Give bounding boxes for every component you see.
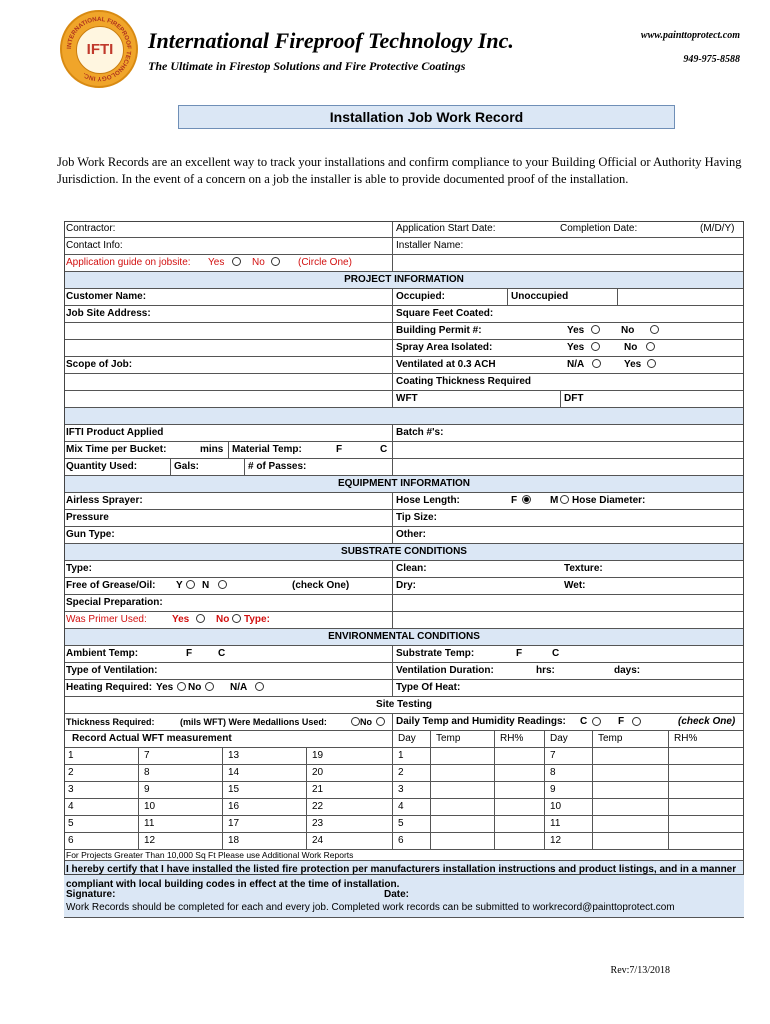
primer-no-radio[interactable] [232, 614, 241, 623]
row-product [64, 425, 744, 442]
row-footnote [64, 850, 744, 861]
day-cell-right: 9 [550, 784, 556, 795]
heating-na-label: N/A [230, 682, 248, 693]
spray-no-radio[interactable] [646, 342, 655, 351]
dry-label: Dry: [396, 580, 417, 591]
gals-label: Gals: [174, 461, 200, 472]
wft-cell[interactable]: 13 [228, 750, 240, 761]
row-special-prep [64, 595, 744, 612]
wft-cell[interactable]: 2 [68, 767, 74, 778]
heating-yes-radio[interactable] [177, 682, 186, 691]
circle-one-label: (Circle One) [298, 257, 352, 268]
gun-label: Gun Type: [66, 529, 115, 540]
rh-header-right: RH% [674, 733, 698, 744]
table-row [64, 799, 744, 816]
daily-readings-label: Daily Temp and Humidity Readings: [396, 716, 566, 727]
site-testing-heading: Site Testing [376, 699, 432, 710]
day-header-right: Day [550, 733, 568, 744]
row-sprayer [64, 493, 744, 510]
customer-label: Customer Name: [66, 291, 147, 302]
hose-length-label: Hose Length: [396, 495, 460, 506]
row-wft-dft [64, 391, 744, 408]
product-label: IFTI Product Applied [66, 427, 164, 438]
tip-size-label: Tip Size: [396, 512, 437, 523]
coating-req-label: Coating Thickness Required [396, 376, 532, 387]
day-cell-right: 12 [550, 835, 562, 846]
dft-label: DFT [564, 393, 584, 404]
wft-cell[interactable]: 6 [68, 835, 74, 846]
equipment-heading: EQUIPMENT INFORMATION [337, 478, 471, 489]
heating-no-radio[interactable] [205, 682, 214, 691]
table-row [64, 748, 744, 765]
heat-type-label: Type Of Heat: [396, 682, 461, 693]
material-temp-label: Material Temp: [232, 444, 302, 455]
company-url[interactable]: www.painttoprotect.com [640, 30, 740, 41]
day-cell-right: 8 [550, 767, 556, 778]
permit-label: Building Permit #: [396, 325, 482, 336]
row-contractor [64, 221, 744, 238]
environment-heading: ENVIRONMENTAL CONDITIONS [328, 631, 480, 642]
daily-f-radio[interactable] [632, 717, 641, 726]
primer-yes-radio[interactable] [196, 614, 205, 623]
grease-n-radio[interactable] [218, 580, 227, 589]
vent-type-label: Type of Ventilation: [66, 665, 158, 676]
row-mix [64, 442, 744, 459]
table-row [64, 816, 744, 833]
heating-yes-label: Yes [156, 682, 174, 693]
other-label: Other: [396, 529, 426, 540]
spray-iso-label: Spray Area Isolated: [396, 342, 493, 353]
section-equipment [64, 476, 744, 493]
ventilated-label: Ventilated at 0.3 ACH [396, 359, 496, 370]
hrs-label: hrs: [536, 665, 555, 676]
row-primer [64, 612, 744, 629]
medallion-yes-radio[interactable] [351, 717, 360, 726]
app-guide-no-radio[interactable] [271, 257, 280, 266]
row-contact [64, 238, 744, 255]
grease-y-label: Y [176, 580, 183, 591]
day-cell-right: 11 [550, 818, 561, 829]
heating-na-radio[interactable] [255, 682, 264, 691]
record-wft-label: Record Actual WFT measurement [72, 733, 232, 744]
logo-ring-text: INTERNATIONAL FIREPROOF TECHNOLOGY INC. [65, 15, 133, 83]
substrate-temp-label: Substrate Temp: [396, 648, 475, 659]
wft-cell[interactable]: 24 [312, 835, 324, 846]
daily-c-label: C [580, 716, 588, 727]
wft-cell[interactable]: 8 [144, 767, 150, 778]
wft-cell[interactable]: 12 [144, 835, 156, 846]
spray-yes-label: Yes [567, 342, 585, 353]
sqft-label: Square Feet Coated: [396, 308, 494, 319]
rh-header-left: RH% [500, 733, 524, 744]
signature-label: Signature: [66, 889, 116, 900]
row-customer [64, 289, 744, 306]
company-logo [60, 10, 138, 88]
wft-cell[interactable]: 9 [144, 784, 150, 795]
wft-cell[interactable]: 20 [312, 767, 324, 778]
grease-y-radio[interactable] [186, 580, 195, 589]
row-spray-iso [64, 340, 744, 357]
wft-cell[interactable]: 23 [312, 818, 324, 829]
ambient-f: F [186, 648, 193, 659]
date-label: Date: [384, 889, 410, 900]
wft-cell[interactable]: 22 [312, 801, 324, 812]
substrate-heading: SUBSTRATE CONDITIONS [341, 546, 467, 557]
ambient-label: Ambient Temp: [66, 648, 139, 659]
scope-label: Scope of Job: [66, 359, 133, 370]
wft-table-body [64, 748, 744, 850]
day-cell-right: 10 [550, 801, 562, 812]
type-label: Type: [66, 563, 92, 574]
footnote-text: For Projects Greater Than 10,000 Sq Ft Please use Additional Work Reports [66, 850, 354, 860]
wft-cell[interactable]: 7 [144, 750, 150, 761]
sub-temp-f: F [516, 648, 523, 659]
wft-cell[interactable]: 10 [144, 801, 156, 812]
app-guide-yes-radio[interactable] [232, 257, 241, 266]
section-project-info [64, 272, 744, 289]
wft-cell[interactable]: 5 [68, 818, 74, 829]
completion-label: Completion Date: [560, 223, 638, 234]
medallion-no-label: No [360, 717, 372, 727]
submit-text: Work Records should be completed for each and every job. Completed work records can be submitted to workrecord@painttoprotect.com [66, 902, 675, 913]
row-qty [64, 459, 744, 476]
contractor-label: Contractor: [66, 223, 116, 234]
grease-check-one: (check One) [292, 580, 350, 591]
medallion-no-radio[interactable] [376, 717, 385, 726]
wft-cell[interactable]: 21 [312, 784, 324, 795]
daily-check-one: (check One) [678, 716, 736, 727]
primer-type-label: Type: [244, 614, 270, 625]
job-site-label: Job Site Address: [66, 308, 151, 319]
daily-c-radio[interactable] [592, 717, 601, 726]
wft-cell[interactable]: 14 [228, 767, 240, 778]
day-cell-left: 5 [398, 818, 404, 829]
spray-yes-radio[interactable] [591, 342, 600, 351]
app-guide-yes-label: Yes [208, 257, 225, 268]
temp-header-right: Temp [598, 733, 623, 744]
table-row [64, 765, 744, 782]
row-heating [64, 680, 744, 697]
vent-yes-radio[interactable] [647, 359, 656, 368]
passes-label: # of Passes: [248, 461, 307, 472]
permit-no-radio[interactable] [650, 325, 659, 334]
thickness-req-label: Thickness Required: [66, 717, 155, 727]
app-guide-no-label: No [252, 257, 265, 268]
ambient-c: C [218, 648, 226, 659]
app-guide-label: Application guide on jobsite: [66, 257, 191, 268]
spray-no-label: No [624, 342, 638, 353]
unoccupied-label: Unoccupied [511, 291, 569, 302]
hose-f-label: F [511, 495, 518, 506]
project-info-heading: PROJECT INFORMATION [344, 274, 464, 285]
wft-cell[interactable]: 4 [68, 801, 74, 812]
primer-yes-label: Yes [172, 614, 190, 625]
temp-header-left: Temp [436, 733, 461, 744]
day-cell-left: 1 [398, 750, 404, 761]
revision-label: Rev:7/13/2018 [610, 965, 670, 976]
permit-yes-label: Yes [567, 325, 585, 336]
wft-cell[interactable]: 18 [228, 835, 240, 846]
occupied-label: Occupied: [396, 291, 445, 302]
pressure-label: Pressure [66, 512, 109, 523]
daily-f-label: F [618, 716, 625, 727]
certify-text: I hereby certify that I have installed the listed fire protection per manufacturers installation instructions and product listings, and in a manner compliant with local building codes in effect at the time of installation. [66, 864, 737, 890]
hose-m-radio[interactable] [560, 495, 569, 504]
table-row [64, 833, 744, 850]
wft-cell[interactable]: 17 [228, 818, 240, 829]
row-site-testing [64, 697, 744, 714]
page-title: Installation Job Work Record [178, 105, 675, 129]
primer-no-label: No [216, 614, 230, 625]
row-ambient [64, 646, 744, 663]
band-spacer-1 [64, 408, 744, 425]
wft-cell[interactable]: 3 [68, 784, 74, 795]
wft-cell[interactable]: 15 [228, 784, 240, 795]
row-app-guide [64, 255, 744, 272]
table-row [64, 782, 744, 799]
row-job-site [64, 306, 744, 323]
section-environment [64, 629, 744, 646]
certify-block [64, 861, 744, 918]
mix-time-label: Mix Time per Bucket: [66, 444, 167, 455]
grease-n-label: N [202, 580, 210, 591]
row-coating-req [64, 374, 744, 391]
row-type [64, 561, 744, 578]
primer-label: Was Primer Used: [66, 614, 147, 625]
heating-no-label: No [188, 682, 202, 693]
days-label: days: [614, 665, 641, 676]
mat-temp-c: C [380, 444, 388, 455]
company-phone: 949-975-8588 [683, 54, 740, 65]
clean-label: Clean: [396, 563, 427, 574]
row-permit [64, 323, 744, 340]
logo-text: IFTI [86, 41, 114, 58]
installer-label: Installer Name: [396, 240, 464, 251]
mat-temp-f: F [336, 444, 343, 455]
qty-label: Quantity Used: [66, 461, 138, 472]
heating-label: Heating Required: [66, 682, 153, 693]
wft-cell[interactable]: 16 [228, 801, 240, 812]
intro-paragraph: Job Work Records are an excellent way to track your installations and confirm compliance to your Building Official or Authority Having Jurisdiction. In the event of a concern on a job the installer is able to provide documented proof of the installation. [57, 155, 742, 186]
contact-label: Contact Info: [66, 240, 123, 251]
mins-label: mins [200, 444, 224, 455]
vent-na-radio[interactable] [592, 359, 601, 368]
day-cell-left: 4 [398, 801, 404, 812]
company-name: International Fireproof Technology Inc. [148, 28, 514, 53]
row-table-head [64, 731, 744, 748]
mdy-label: (M/D/Y) [700, 223, 735, 234]
section-substrate [64, 544, 744, 561]
grease-label: Free of Grease/Oil: [66, 580, 156, 591]
row-scope [64, 357, 744, 374]
vent-na-label: N/A [567, 359, 585, 370]
vent-yes-label: Yes [624, 359, 642, 370]
special-prep-label: Special Preparation: [66, 597, 163, 608]
vent-duration-label: Ventilation Duration: [396, 665, 494, 676]
row-gun [64, 527, 744, 544]
hose-m-label: M [550, 495, 559, 506]
company-tagline: The Ultimate in Firestop Solutions and Fire Protective Coatings [148, 59, 466, 73]
day-cell-left: 6 [398, 835, 404, 846]
day-cell-right: 7 [550, 750, 556, 761]
permit-yes-radio[interactable] [591, 325, 600, 334]
permit-no-label: No [621, 325, 635, 336]
wft-cell[interactable]: 11 [144, 818, 155, 829]
wft-cell[interactable]: 19 [312, 750, 324, 761]
hose-diameter-label: Hose Diameter: [572, 495, 646, 506]
day-cell-left: 3 [398, 784, 404, 795]
app-start-label: Application Start Date: [396, 223, 496, 234]
work-record-form [64, 221, 744, 918]
row-pressure [64, 510, 744, 527]
batch-label: Batch #'s: [396, 427, 444, 438]
day-cell-left: 2 [398, 767, 404, 778]
sprayer-label: Airless Sprayer: [66, 495, 143, 506]
day-header-left: Day [398, 733, 416, 744]
row-grease [64, 578, 744, 595]
row-thickness [64, 714, 744, 731]
wft-cell[interactable]: 1 [68, 750, 74, 761]
wft-label: WFT [396, 393, 418, 404]
mils-wft-label: (mils WFT) Were Medallions Used: [180, 717, 327, 727]
row-vent-type [64, 663, 744, 680]
texture-label: Texture: [564, 563, 603, 574]
sub-temp-c: C [552, 648, 560, 659]
hose-f-radio[interactable] [522, 495, 531, 504]
wet-label: Wet: [564, 580, 586, 591]
